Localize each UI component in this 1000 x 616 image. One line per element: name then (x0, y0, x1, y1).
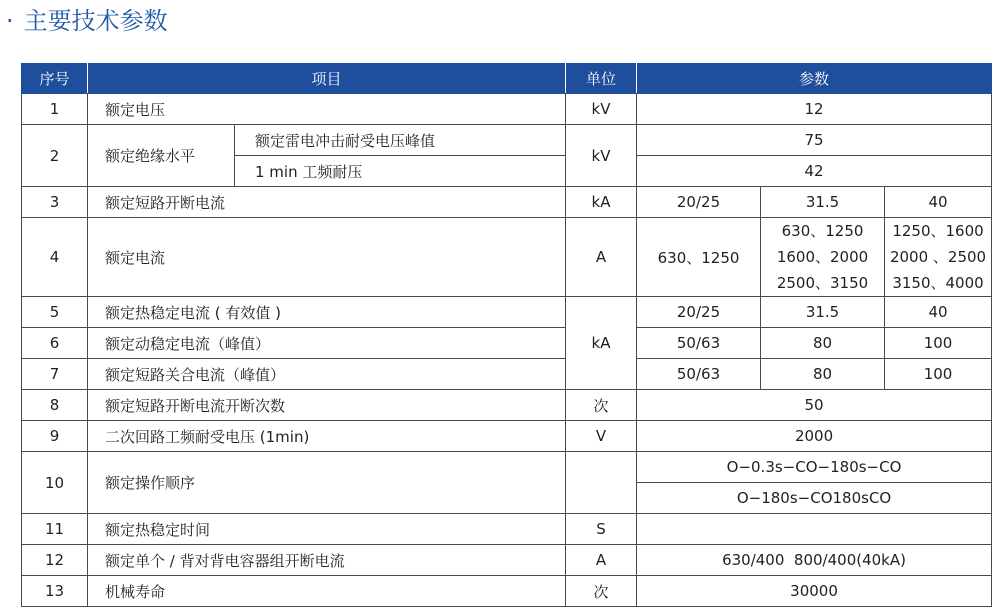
row-item: 额定动稳定电流（峰值） (88, 328, 566, 359)
table-row (22, 545, 992, 576)
table-row (22, 359, 992, 390)
row-value: 2000 (637, 421, 992, 452)
table-row (22, 576, 992, 607)
row-item: 额定绝缘水平 (88, 125, 235, 187)
row-value-2: 31.5 (761, 187, 885, 218)
table-row (22, 218, 992, 297)
table-row (22, 94, 992, 125)
row-value-1: 50/63 (637, 359, 761, 390)
row-value-2 (761, 218, 885, 297)
row-item: 额定热稳定电流 ( 有效值 ) (88, 297, 566, 328)
row-subitem: 额定雷电冲击耐受电压峰值 (235, 125, 566, 156)
row-value-2: 31.5 (761, 297, 885, 328)
value-line: 630、1250 (781, 222, 864, 240)
row-subitem: 1 min 工频耐压 (235, 156, 566, 187)
value-line: 3150、4000 (892, 274, 984, 292)
table-row (22, 421, 992, 452)
row-value-2: 80 (761, 359, 885, 390)
row-value: O−0.3s−CO−180s−CO (637, 452, 992, 483)
row-no: 3 (22, 187, 88, 218)
row-no: 11 (22, 514, 88, 545)
row-unit: kV (566, 125, 637, 187)
row-value-3: 100 (885, 359, 992, 390)
row-item: 额定电流 (88, 218, 566, 297)
row-value: O−180s−CO180sCO (637, 483, 992, 514)
row-item: 额定单个 / 背对背电容器组开断电流 (88, 545, 566, 576)
row-value-3: 40 (885, 187, 992, 218)
row-no: 9 (22, 421, 88, 452)
row-no: 1 (22, 94, 88, 125)
row-no: 6 (22, 328, 88, 359)
row-no: 12 (22, 545, 88, 576)
value-line: 2000 、2500 (889, 248, 987, 266)
row-no: 13 (22, 576, 88, 607)
header-params: 参数 (637, 64, 992, 94)
row-unit: A (566, 218, 637, 297)
row-value: 75 (637, 125, 992, 156)
table-row (22, 452, 992, 483)
table-row (22, 328, 992, 359)
row-no: 8 (22, 390, 88, 421)
row-value-2: 80 (761, 328, 885, 359)
row-item: 额定短路开断电流 (88, 187, 566, 218)
row-unit: S (566, 514, 637, 545)
row-item: 额定短路开断电流开断次数 (88, 390, 566, 421)
row-value: 50 (637, 390, 992, 421)
row-value-1: 630、1250 (637, 218, 761, 297)
row-unit (566, 452, 637, 514)
row-value (637, 514, 992, 545)
row-unit: A (566, 545, 637, 576)
row-unit: V (566, 421, 637, 452)
row-no: 2 (22, 125, 88, 187)
table-row (22, 297, 992, 328)
row-unit: kA (566, 187, 637, 218)
row-no: 7 (22, 359, 88, 390)
header-unit: 单位 (566, 64, 637, 94)
value-line: 1250、1600 (892, 222, 984, 240)
row-value-1: 20/25 (637, 187, 761, 218)
table-row (22, 125, 992, 156)
table-row (22, 187, 992, 218)
row-item: 额定热稳定时间 (88, 514, 566, 545)
table-row (22, 390, 992, 421)
row-no: 5 (22, 297, 88, 328)
row-unit: kA (566, 297, 637, 390)
row-value-1: 20/25 (637, 297, 761, 328)
row-no: 10 (22, 452, 88, 514)
row-unit: kV (566, 94, 637, 125)
row-value: 12 (637, 94, 992, 125)
row-item: 额定短路关合电流（峰值） (88, 359, 566, 390)
row-unit: 次 (566, 390, 637, 421)
value-line: 2500、3150 (776, 274, 869, 292)
row-no: 4 (22, 218, 88, 297)
header-no: 序号 (22, 64, 88, 94)
row-item: 二次回路工频耐受电压 (1min) (88, 421, 566, 452)
title-text: 主要技术参数 (23, 7, 168, 35)
row-value-1: 50/63 (637, 328, 761, 359)
row-value-3: 40 (885, 297, 992, 328)
header-row (22, 64, 992, 94)
row-value-3: 100 (885, 328, 992, 359)
page-title (6, 4, 168, 38)
row-item: 机械寿命 (88, 576, 566, 607)
row-value: 42 (637, 156, 992, 187)
title-bullet: · (6, 7, 14, 35)
row-unit: 次 (566, 576, 637, 607)
spec-table (21, 63, 992, 607)
row-value-3 (885, 218, 992, 297)
row-item: 额定操作顺序 (88, 452, 566, 514)
header-item: 项目 (88, 64, 566, 94)
table-row (22, 514, 992, 545)
value-line: 1600、2000 (776, 248, 869, 266)
row-item: 额定电压 (88, 94, 566, 125)
row-value: 630/400 800/400(40kA) (637, 545, 992, 576)
row-value: 30000 (637, 576, 992, 607)
